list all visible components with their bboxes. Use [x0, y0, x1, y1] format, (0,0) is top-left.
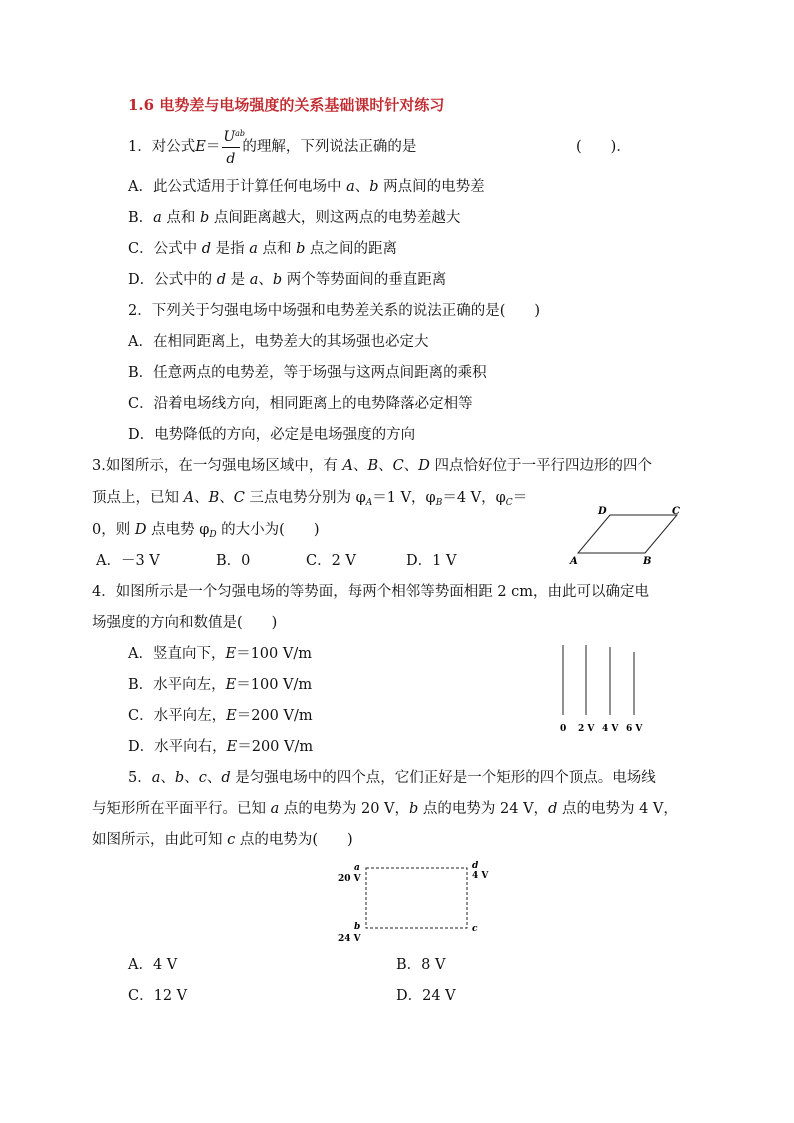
q5-stem-line-2: 与矩形所在平面平行。已知 a 点的电势为 20 V，b 点的电势为 24 V，d 点的电势为 4 V，: [92, 801, 678, 817]
q1-option-c: C．公式中 d 是指 a 点和 b 点之间的距离: [128, 241, 398, 257]
q3-stem-line-1: 3.如图所示，在一匀强电场区域中，有 A、B、C、D 四点恰好位于一平行四边形的四个: [92, 458, 652, 474]
q2-option-c: C．沿着电场线方向，相同距离上的电势降落必定相等: [128, 396, 473, 412]
q1-option-b: B．a 点和 b 点间距离越大，则这两点的电势差越大: [128, 210, 461, 226]
q4-option-a: A．竖直向下，E＝100 V/m: [128, 646, 312, 662]
rectangle-shape: [366, 868, 467, 928]
fig-label-c: c: [472, 924, 478, 934]
equipotential-label-4v: 4 V: [602, 724, 619, 734]
parallelogram-figure: [560, 500, 700, 570]
equipotential-label-0: 0: [560, 724, 567, 734]
fig-label-d-voltage: 4 V: [472, 871, 489, 881]
q4-option-d: D．水平向右，E＝200 V/m: [128, 739, 314, 755]
q1-stem: 1．对公式E＝ $\frac{U^{ab}}{d}$ 的理解，下列说法正确的是: [128, 129, 417, 167]
fig-label-b: b: [354, 922, 361, 932]
q3-stem-line-3: 0，则 D 点电势 $\varphi_D$ 的大小为( ): [92, 522, 320, 540]
q5-option-b: B．8 V: [396, 957, 446, 973]
parallelogram-shape: [578, 515, 677, 553]
q5-option-c: C．12 V: [128, 988, 188, 1004]
fig-label-c: C: [672, 506, 680, 517]
equipotential-label-6v: 6 V: [626, 724, 643, 734]
q4-stem-line-1: 4．如图所示是一个匀强电场的等势面，每两个相邻等势面相距 2 cm，由此可以确定电: [92, 584, 650, 600]
fig-label-d: d: [472, 861, 479, 871]
q3-option-c: C．2 V: [306, 553, 356, 569]
page-title: 1.6 电势差与电场强度的关系基础课时针对练习: [128, 96, 445, 114]
q2-stem: 2．下列关于匀强电场中场强和电势差关系的说法正确的是( ): [128, 303, 541, 319]
fig-label-b: B: [643, 556, 652, 567]
formula-fraction: $\frac{U^{ab}}{d}$: [223, 129, 246, 167]
q1-answer-blank: ( )．: [576, 139, 631, 155]
q4-option-c: C．水平向左，E＝200 V/m: [128, 708, 313, 724]
q2-option-b: B．任意两点的电势差，等于场强与这两点间距离的乘积: [128, 365, 487, 381]
q5-option-a: A．4 V: [128, 957, 178, 973]
fig-label-b-voltage: 24 V: [338, 934, 361, 944]
fig-label-a: a: [354, 863, 360, 873]
q5-option-d: D．24 V: [396, 988, 456, 1004]
q1-option-a: A．此公式适用于计算任何电场中 a、b 两点间的电势差: [128, 179, 485, 195]
q3-option-b: B．0: [216, 553, 251, 569]
q3-option-d: D．1 V: [406, 553, 457, 569]
q1-option-d: D．公式中的 d 是 a、b 两个等势面间的垂直距离: [128, 272, 447, 288]
q2-option-d: D．电势降低的方向，必定是电场强度的方向: [128, 427, 416, 443]
equipotential-label-2v: 2 V: [578, 724, 595, 734]
fig-label-a-voltage: 20 V: [338, 874, 361, 884]
fig-label-a: A: [570, 556, 578, 567]
q4-option-b: B．水平向左，E＝100 V/m: [128, 677, 313, 693]
q5-stem-line-3: 如图所示，由此可知 c 点的电势为( ): [92, 832, 353, 848]
q4-stem-line-2: 场强度的方向和数值是( ): [92, 615, 278, 631]
q2-option-a: A．在相同距离上，电势差大的其场强也必定大: [128, 334, 429, 350]
q5-stem-line-1: 5．a、b、c、d 是匀强电场中的四个点，它们正好是一个矩形的四个顶点。电场线: [128, 770, 656, 786]
rectangle-figure: [330, 858, 500, 948]
q3-stem-line-2: 顶点上，已知 A、B、C 三点电势分别为 $\varphi_A=1$ V，$\varphi_B=4$ V，$\varphi_C=$: [92, 490, 528, 508]
equipotential-figure: [555, 640, 655, 740]
fig-label-d: D: [598, 506, 607, 517]
q3-option-a: A．－3 V: [96, 553, 160, 569]
